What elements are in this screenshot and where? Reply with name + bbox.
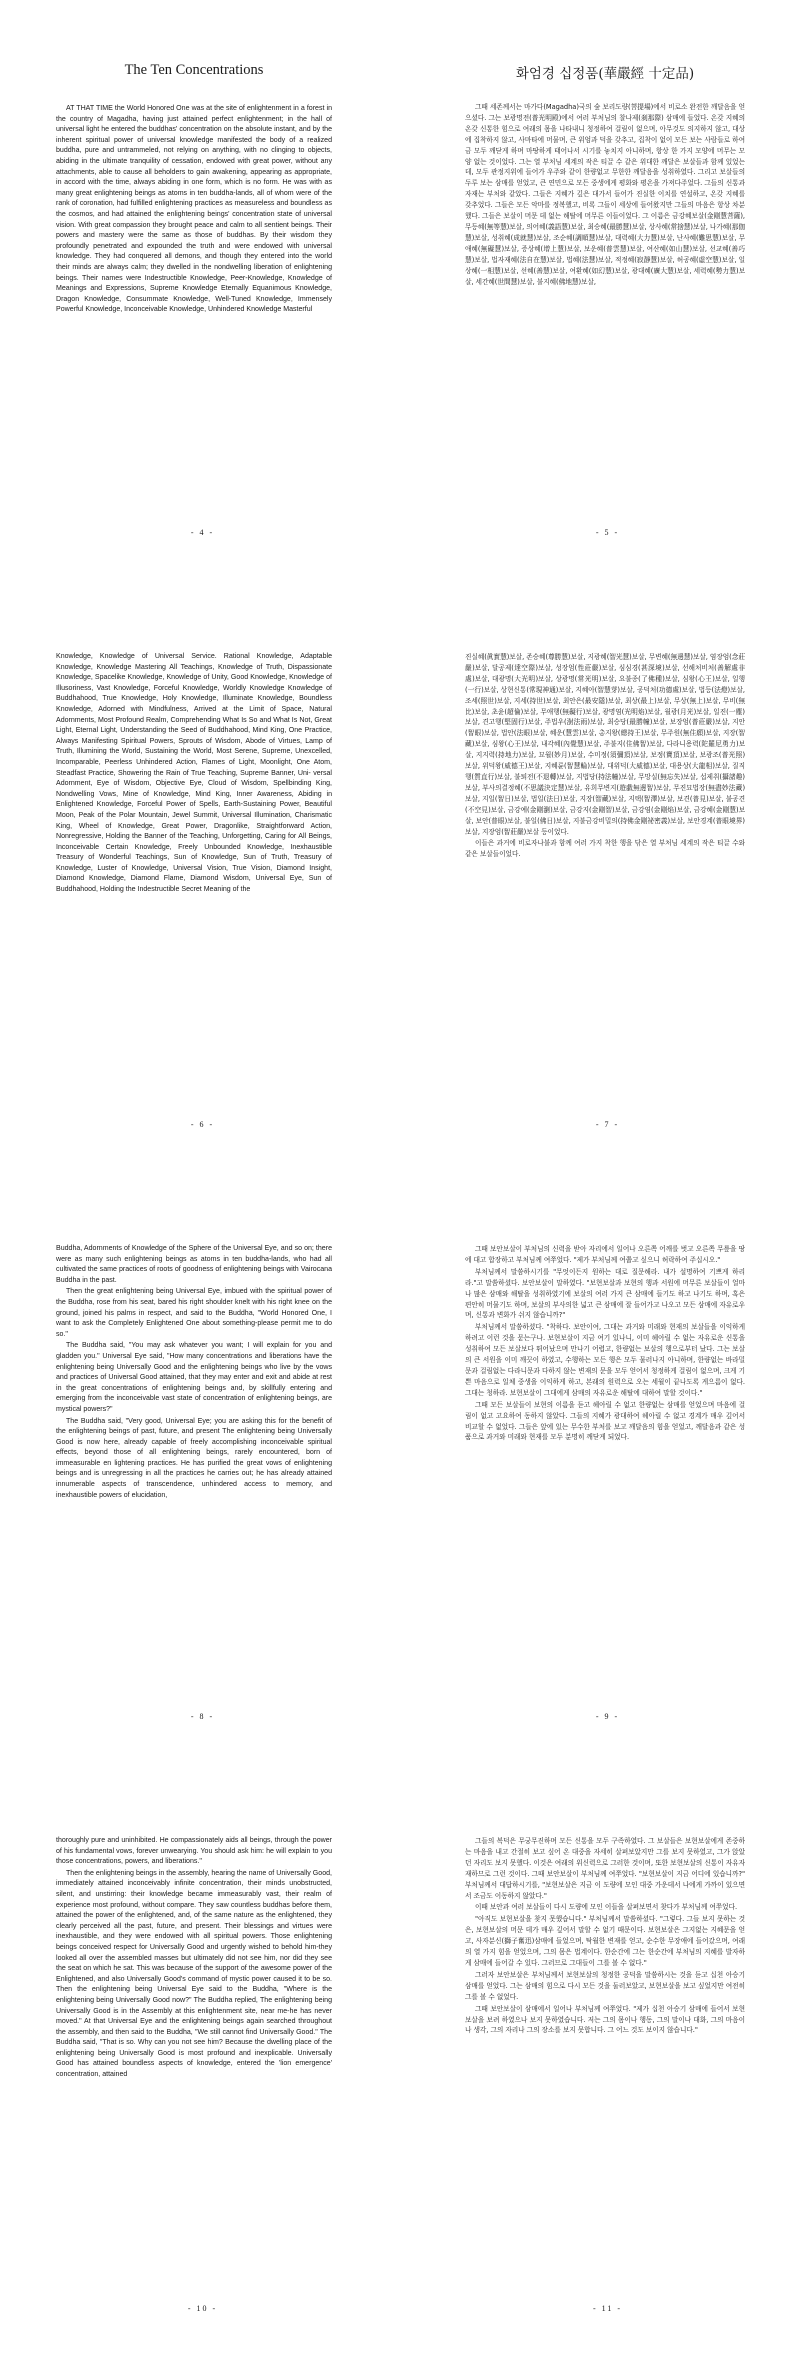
paragraph: 그때 보안보살이 부처님의 신력을 받아 자리에서 일어나 오른쪽 어깨를 벗고 오른쪽 무릎을 땅에 대고 합장하고 부처님께 여쭈었다. "제가 부처님께 여쭙고 싶으니 허락하여 주십시오." bbox=[465, 1245, 745, 1264]
spread-3 bbox=[0, 1184, 810, 1776]
page-6 bbox=[0, 592, 405, 1184]
paragraph: thoroughly pure and uninhibited. He compassionately aids all beings, through the power of his fundamental vows, forever unwearying. You should ask him: he will explain to you those concentrations, powers, and liberations." bbox=[56, 1837, 332, 1866]
paragraph: 부처님께서 말씀하시기를 "무엇이든지 원하는 대로 질문해라. 내가 설명하여 기쁘게 하리라."고 말씀하셨다. 보안보살이 말하였다. "보현보살과 보현의 행과 서원에 머무른 보살들이 얼마나 많은 삼매와 해탈을 성취하였기에 보살의 여러 가지 큰 삼매에 들기도 하고 나기도 하며, 혹은 편안히 머물기도 하며, 보살의 부사의한 넓고 큰 삼매에 잘 들어가고 나오고 모든 삼매에 자유로우며, 신통과 변화가 쉬지 않습니까?" bbox=[465, 1267, 745, 1320]
paragraph: 그때 보안보살이 삼매에서 일어나 부처님께 여쭈었다. "제가 십천 아승기 삼매에 들어서 보현보살을 보려 하였으나 보지 못하였습니다. 저는 그의 몸이나 행동, 그의 말이나 대화, 그의 마음이나 생각, 그의 자리나 그의 장소를 보지 못합니다. 그 어느 것도 보이지 않습니다." bbox=[465, 2004, 745, 2035]
paragraph: Knowledge, Knowledge of Universal Service. Rational Knowledge, Adaptable Knowledge, Knowledge Mastering All Teachings, Knowledge of Truth, Dispassionate Knowledge, Spacelike Knowledge, Knowledge of Unity, Good Knowledge, Knowledge of Illusoriness, Vast Knowledge, Forceful Knowledge, Worldly Knowledge Knowledge of Buddhahood, True Knowledge, Holy Knowledge, Illuminate Knowledge, Boundless Knowledge, Adorned with Mindfulness, Arrived at the Limit of Space, Natural Adornments, Most Profound Realm, Comprehending What Is So and What Is Not, Great Light, Eternal Light, Understanding the Seed of Buddhahood, Mind King, One Practice, Always Manifesting Spiritual Powers, Sprouts of Wisdom, Abode of Virtues, Lamp of Truth, Illumining the World, Sustaining the World, Most Serene, Supreme, Unexcelled, Incomparable, Peerless Unhindered Action, Flames of Light, Moonlight, One Atom, Steadfast Practice, Showering the Rain of True Teaching, Supreme Banner, Uni- versal Adornment, Eye of Wisdom, Objective Eye, Cloud of Wisdom, Spellbinding King, Nondwelling Vows, Mine of Knowledge, Mind King, Inner Awareness, Abiding in Enlightened Knowledge, Forceful Power of Spells, Earth-Sustaining Power, Beautiful Moon, Peak of the Polar Mountain, Jewel Summit, Universal Illumination, Charismatic King, Wheel of Knowledge, Great Power, Dragonlike, Straightforward Action, Nonregressive, Holding the Banner of the Teaching, Unforgetting, Caring for All Beings, Inconceivable Certain Knowledge, Freely Unbounded Knowledge, Inexhaustible Treasury of Wonderful Teachings, Sun of Knowledge, Sun of Truth, Treasury of Knowledge, Luster of Knowledge, Universal Vision, True Vision, Diamond Insight, Diamond Knowledge, Diamond Flame, Diamond Wisdom, Universal Eye, Sun of Buddhahood, Holding the Indestructible Secret Meaning of the bbox=[56, 653, 332, 894]
paragraph: The Buddha said, "Very good, Universal Eye; you are asking this for the benefit of the enlightening beings of past, future, and present The enlightening being Universally Good is now here, already capable of freely accomplishing inconceivable spiritual effects, beyond those of all enlightening beings, rarely encountered, born of immeasurable en lightening practices. He has purified the great vows of enlightening beings and is unregressing in all the practices he carries out; he has already attained innumerable aspects of transcendence, unhindered access to memory, and inexhaustible powers of elucidation, bbox=[56, 1417, 332, 1499]
body-text bbox=[465, 1244, 745, 1696]
paragraph: 그들의 복덕은 무궁무진하며 모든 신통을 모두 구족하였다. 그 보살들은 보현보살에게 존중하는 마음을 내고 간절히 보고 싶어 온 대중을 자세히 살펴보았지만 그를 보지 못하였고, 그가 앉았던 자리도 보지 못했다. 이것은 여래의 위신력으로 그러한 것이며, 또한 보현보살의 신통이 자유자재하므로 그런 것이다. 그때 보안보살이 부처님께 여쭈었다. "보현보살이 지금 어디에 있습니까?" 부처님께서 대답하시기를, "보현보살은 지금 이 도량에 모인 대중 가운데서 나에게 가까이 있으면서 조금도 이동하지 않았다." bbox=[465, 1837, 745, 1900]
paragraph: The Buddha said, "You may ask whatever you want; I will explain for you and gladden you." Universal Eye said, "How many concentrations and liberations have the enlightening being Universally Good and the enlightening beings who live by the vows and practices of Universal Good attained, that they may enter and exit and abide at rest in the great concentrations of enlightening beings and, by skillfully entering and emerging from the inconceivable vast state of concentration of enlightening beings, are mystical powers?" bbox=[56, 1342, 332, 1413]
paragraph: "아직도 보현보살을 찾지 못했습니다." 부처님께서 말씀하셨다. "그렇다. 그들 보지 못하는 것은, 보현보살의 머문 데가 매우 깊어서 말할 수 없기 때문이다. 보현보살은 그지없는 지혜문을 얻고, 사자분신(獅子奮迅)삼매에 들었으며, 탁월한 변재를 얻고, 순수한 무장애에 들어갔으며, 여래의 열 가지 힘을 얻었으며, 그의 몸은 법계이다. 한순간에 그는 한순간에 부처님의 지혜를 발자하게 삼매에 들어갈 수 있다. 그러므로 그대들이 그를 볼 수 없다." bbox=[465, 1915, 745, 1967]
paragraph: Then the enlightening beings in the assembly, hearing the name of Universally Good, immediately attained inconceivably infinite concentration, their minds unobstructed, silent, and unstirring: their knowledge became immeasurably vast, their realm of experience most profound, without compare. They saw countless buddhas before them, attained the power of the enlightened, and, of the same nature as the enlightened, they clearly perceived all the past, future, and present. Their blessings and virtues were inexhaustible, and they were endowed with all spiritual powers. Those enlightening beings conceived respect for Universally Good and urgently wished to behold him-they looked all over the assembled masses but ultimately did not see him, nor did they see the seat on which he sat. This was because of the support of the awesome power of the Enlightened, and also Universally Good's command of mystic power caused it to be so. Then the enlightening being Universal Eye said to the Buddha, "Where is the enlightening being Universally Good now?" The Buddha replied, The enlightening being Universally Good is in the Assembly at this enlightenment site, near me-he has never moved." At that Universal Eye and the enlightening beings again searched throughout the assembly, and then said to the Buddha, "We still cannot find Universally Good." The Buddha said, "That is so. Why can you not see him? Because the dwelling place of the enlightening being Universally Good is most profound and inexplicable. Universally Good has attained boundless aspects of knowledge, entered the 'lion emergence' concentration, attained bbox=[56, 1869, 332, 2079]
page-number: - 7 - bbox=[595, 1120, 620, 1129]
paragraph: Buddha, Adornments of Knowledge of the Sphere of the Universal Eye, and so on; there were as many such enlightening beings as atoms in ten buddha-lands, who had all cultivated the same practices of roots of goodness of enlightening beings with Vairocana Buddha in the past. bbox=[56, 1245, 332, 1284]
page-number: - 11 - bbox=[592, 2304, 623, 2313]
page-number: - 5 - bbox=[595, 528, 620, 537]
body-text bbox=[465, 102, 745, 514]
body-text bbox=[56, 104, 332, 514]
spread-1 bbox=[0, 0, 810, 592]
paragraph: 그때 세존께서는 마가다(Magadha)국의 숲 보리도량(菩提場)에서 비로소 완전한 깨달음을 얻으셨다. 그는 보광명전(普光明殿)에서 여러 부처님의 찰나제(刹那際) 삼매에 들었다. 온갖 지혜의 온갖 신통한 힘으로 여래의 몸을 나타내니 청정하여 걸림이 없으며, 아무것도 의지하지 않고, 대상에 집착하지 않고, 사마타에 머물며, 큰 위엄과 덕을 갖추고, 집착이 없이 모든 보는 사람들로 하여금 모두 깨닫게 하며 마땅하게 태어나서 시기를 놓치지 아니하며, 항상 한 가지 모양에 머무는 모양 없는 것이었다. 그는 열 부처님 세계의 작은 티끌 수 같은 위대한 깨달은 보살들과 함께 있었는데, 모두 관정지위에 들어가 우주와 같이 한량없고 무한한 깨달음을 성취하였다. 그리고 보살들의 두루 보는 삼매를 얻었고, 큰 연민으로 모든 중생에게 평화와 평온을 가져다주었다. 그들의 신통과 자재는 부처와 같았다. 그들은 지혜가 깊은 대가서 들어가 진실한 이치를 연설하고, 온갖 지혜를 갖추었다. 그들은 모든 악마를 정복했고, 비록 그들이 세상에 들어왔지만 그들의 마음은 항상 차분했다. 그들은 보살이 머문 데 없는 해탈에 머무른 이들이었다. 그 이름은 금강혜보살(金剛慧菩薩), 무등혜(無等慧)보살, 의어혜(義語慧)보살, 최승혜(最勝慧)보살, 상사혜(常捨慧)보살, 나가혜(那伽慧)보살, 성취혜(成就慧)보살, 조순혜(調順慧)보살, 대력혜(大力慧)보살, 난사혜(難思慧)보살, 무애혜(無礙慧)보살, 증상혜(增上慧)보살, 보운혜(普雲慧)보살, 여산혜(如山慧)보살, 선교혜(善巧慧)보살, 법자재혜(法自在慧)보살, 법혜(法慧)보살, 적정혜(寂靜慧)보살, 허공혜(虛空慧)보살, 일상혜(一相慧)보살, 선혜(善慧)보살, 여환혜(如幻慧)보살, 광대혜(廣大慧)보살, 세력혜(勢力慧)보살, 세간혜(世間慧)보살, 불지혜(佛地慧)보살, bbox=[465, 103, 745, 286]
page-7 bbox=[405, 592, 810, 1184]
page-number: - 6 - bbox=[190, 1120, 215, 1129]
page-9 bbox=[405, 1184, 810, 1776]
body-text bbox=[56, 1836, 332, 2288]
paragraph: 이때 보안과 여러 보살들이 다시 도량에 모인 이들을 살펴보면서 찾다가 부처님께 여쭈었다. bbox=[475, 1903, 738, 1912]
page-5 bbox=[405, 0, 810, 592]
body-text bbox=[465, 1836, 745, 2288]
page-number: - 8 - bbox=[190, 1712, 215, 1721]
paragraph: AT THAT TIME the World Honored One was at the site of enlightenment in a forest in the country of Magadha, having just attained perfect enlightenment; in the hall of universal light he entered the buddhas' concentration on the absolute instant, and by the inherent spiritual power of universal knowledge manifested the body of a realized buddha, pure and untrammeled, not relying on anything, with no clinging to objects, abiding in the ultimate tranquility of cessation, endowed with great power, without any attachments, able to cause all beholders to gain awakening, appearing as appropriate, in accord with the time, always abiding in one form, which is no form. He was with as many great enlightening beings as atoms in ten buddha-lands, all of whom were of the rank of coronation, had fulfilled enlightening practices as measureless and boundless as the cosmos, and had attained the enlightening beings' concentration state of universal vision. With great compassion they brought peace and calm to all sentient beings. Their powers and mastery were the same as those of buddhas. By their wisdom they profoundly penetrated and expounded the truth and were endowed with universal knowledge. They had conquered all demons, and though they entered into the world their minds are always calm; they dwelled in the nondwelling liberation of enlightening beings. Their names were Indestructible Knowledge, Peer-Knowledge, Knowledge of Meanings and Expressions, Supreme Knowledge Eternally Equanimous Knowledge, Dragon Knowledge, Consummate Knowledge, Well-Tuned Knowledge, Immensely Powerful Knowledge, Inconceivable Knowledge, Unhindered Knowledge Masterful bbox=[56, 105, 332, 314]
paragraph: 이들은 과거에 비로자나불과 함께 여러 가지 착한 행을 닦은 열 부처님 세계의 작은 티끌 수와 같은 보살들이었다. bbox=[465, 839, 745, 859]
page-10 bbox=[0, 1776, 405, 2368]
body-text bbox=[465, 652, 745, 1104]
paragraph: 부처님께서 말씀하셨다. "착하다. 보안이여, 그대는 과거와 미래와 현재의 보살들을 이익하게 하려고 이런 것을 묻는구나. 보현보살이 지금 여기 있나니, 이미 헤아릴 수 없는 자유로운 신통을 성취하여 모든 보살보다 뛰어났으며 만나기 어렵고, 한량없는 보살의 행으로부터 났다. 그는 보살의 큰 서원을 이미 깨끗이 하였고, 수행하는 모든 행은 모두 물러나지 아니하며, 한량없는 바라밀문과 걸림없는 다라니문과 다하지 않는 변재의 문을 모두 얻어서 청정하게 걸림이 없으며, 크게 기쁜 마음으로 일체 중생을 이익하게 하고, 본래의 원력으로 오는 세월이 끝나도록 게으름이 없다. 그대는 청하라. 보현보살이 그대에게 삼매의 자유로운 해탈에 대하여 말할 것이다." bbox=[465, 1323, 745, 1397]
paragraph: 진실혜(眞實慧)보살, 존승혜(尊勝慧)보살, 지광혜(智光慧)보살, 무변혜(無邊慧)보살, 염장엄(念莊嚴)보살, 달공제(達空際)보살, 성장엄(性莊嚴)보살, 심심경(甚深境)보살, 선해처비처(善解處非處)보살, 대광명(大光明)보살, 상광명(常光明)보살, 요불종(了佛種)보살, 심왕(心王)보살, 일행(一行)보살, 상현신통(常現神通)보살, 지혜아(智慧芽)보살, 공덕처(功德處)보살, 법등(法燈)보살, 조세(照世)보살, 지세(持世)보살, 최안은(最安隱)보살, 최상(最上)보살, 무상(無上)보살, 무비(無比)보살, 초윤(超倫)보살, 무애행(無礙行)보살, 광명염(光明焰)보살, 월광(月光)보살, 일진(一塵)보살, 견고행(堅固行)보살, 주법우(澍法雨)보살, 최승당(最勝幢)보살, 보장엄(普莊嚴)보살, 지안(智眼)보살, 법안(法眼)보살, 혜운(慧雲)보살, 총지왕(總持王)보살, 무주원(無住願)보살, 지장(智藏)보살, 심왕(心王)보살, 내각혜(內覺慧)보살, 주불지(住佛智)보살, 다라니용력(陀羅尼勇力)보살, 지지력(持地力)보살, 묘월(妙月)보살, 수미정(須彌頂)보살, 보정(寶頂)보살, 보광조(普光照)보살, 위덕왕(威德王)보살, 지혜륜(智慧輪)보살, 대위덕(大威德)보살, 대용상(大龍相)보살, 질직행(質直行)보살, 불퇴전(不退轉)보살, 지법당(持法幢)보살, 무망실(無忘失)보살, 섭제취(攝諸趣)보살, 부사의결정혜(不思議決定慧)보살, 유희무변지(遊戱無邊智)보살, 무진묘법장(無盡妙法藏)보살, 지일(智日)보살, 법일(法日)보살, 지장(智藏)보살, 지택(智澤)보살, 보견(普見)보살, 불공견(不空見)보살, 금강예(金剛瀏)보살, 금강지(金剛智)보살, 금강염(金剛焰)보살, 금강혜(金剛慧)보살, 보안(普眼)보살, 불일(佛日)보살, 지불금강비밀의(持佛金剛祕密義)보살, 보안경계(普眼境界)보살, 지장엄(智莊嚴)보살 등이었다. bbox=[465, 653, 745, 836]
body-text bbox=[56, 1244, 332, 1696]
page-number: - 4 - bbox=[190, 528, 215, 537]
page-title-english: The Ten Concentrations bbox=[124, 62, 264, 78]
page-11 bbox=[405, 1776, 810, 2368]
paragraph: Then the great enlightening being Universal Eye, imbued with the spiritual power of the Buddha, rose from his seat, bared his right shoulder knelt with his right knee on the ground, joined his palms in respect, and said to the Buddha, "World Honored One, I want to ask the Completely Enlightened One about something-please permit me to do so." bbox=[56, 1288, 332, 1338]
spread-2 bbox=[0, 592, 810, 1184]
spread-4 bbox=[0, 1776, 810, 2368]
page-4 bbox=[0, 0, 405, 592]
paragraph: 그러자 보안보살은 부처님께서 보현보살의 청정한 공덕을 말씀하시는 것을 듣고 십천 아승기 삼매를 얻었다. 그는 삼매의 힘으로 다시 모든 것을 둘러보았고, 보현보살을 보고 싶었지만 여전히 그를 볼 수 없었다. bbox=[465, 1970, 745, 2001]
page-number: - 10 - bbox=[187, 2304, 218, 2313]
page-8 bbox=[0, 1184, 405, 1776]
paragraph: 그때 모든 보살들이 보현의 이름을 듣고 헤아릴 수 없고 한량없는 삼매를 얻었으며 마음에 걸림이 없고 고요하여 동하지 않았다. 그들의 지혜가 광대하여 헤아릴 수 없고 경계가 매우 깊어서 비교할 수 없었다. 그들은 앞에 있는 무수한 부처를 보고 깨달음의 힘을 얻었고, 깨달음과 같은 성품으로 과거와 미래와 현재를 모두 분명히 깨닫게 되었다. bbox=[465, 1400, 745, 1442]
body-text bbox=[56, 652, 332, 1104]
page-title-korean: 화엄경 십정품(華嚴經 十定品) bbox=[515, 66, 695, 82]
page-number: - 9 - bbox=[595, 1712, 620, 1721]
